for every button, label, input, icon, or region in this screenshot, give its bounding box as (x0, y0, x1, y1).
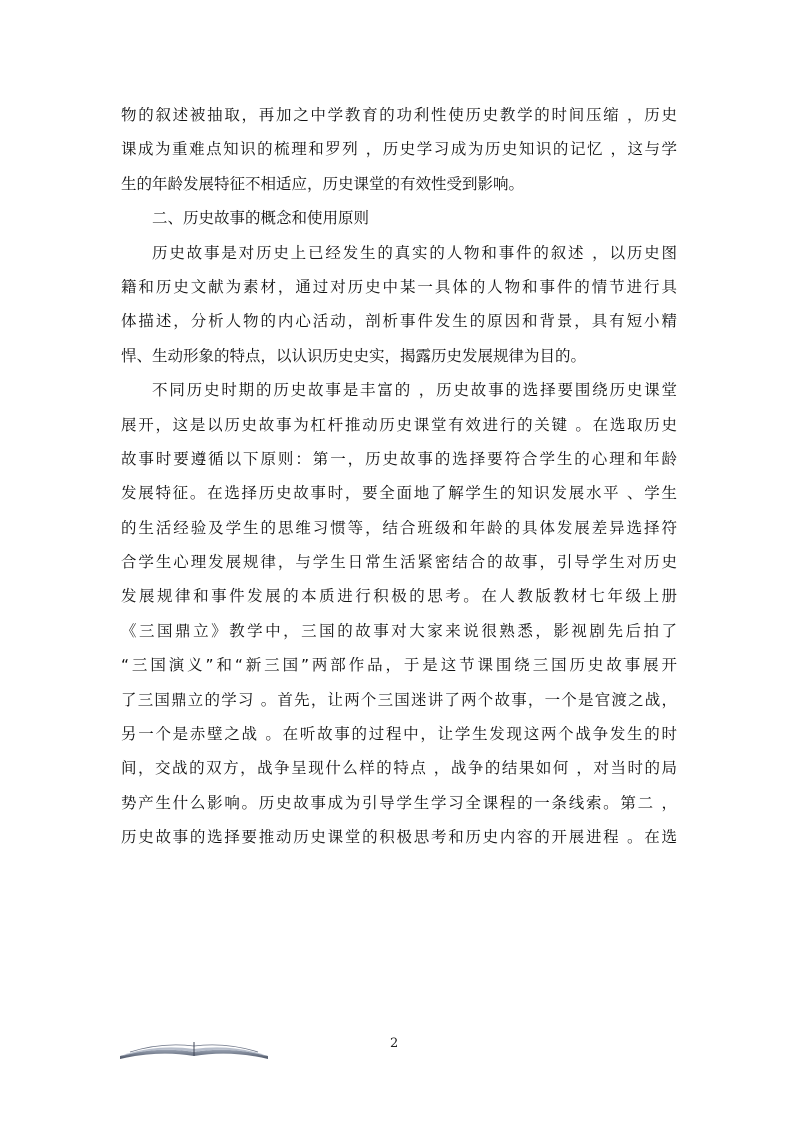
text-line: 势产生什么影响。历史故事成为引导学生学习全课程的一条线索。第二 ， (121, 793, 677, 812)
text-line: 另一个是赤壁之战 。在听故事的过程中，让学生发现这两个战争发生的时 (121, 725, 677, 744)
text-line: 籍和历史文献为素材，通过对历史中某一具体的人物和事件的情节进行具 (121, 277, 677, 296)
document-body (121, 98, 677, 855)
open-book-icon (118, 1036, 270, 1060)
text-line: 体描述，分析人物的内心活动，剖析事件发生的原因和背景，具有短小精 (121, 312, 677, 331)
text-line: 物的叙述被抽取，再加之中学教育的功利性使历史教学的时间压缩 ，历史 (121, 106, 677, 124)
text-line: 发展规律和事件发展的本质进行积极的思考。在人教版教材七年级上册 (121, 587, 677, 606)
text-line: 合学生心理发展规律，与学生日常生活紧密结合的故事，引导学生对历史 (121, 553, 677, 572)
text-line: 悍、生动形象的特点，以认识历史史实，揭露历史发展规律为目的。 (121, 346, 587, 365)
text-line: 故事时要遵循以下原则：第一，历史故事的选择要符合学生的心理和年龄 (121, 449, 677, 468)
text-line: 间，交战的双方，战争呈现什么样的特点 ，战争的结果如何 ，对当时的局 (121, 759, 677, 778)
paragraph-first-line: 历史故事是对历史上已经发生的真实的人物和事件的叙述 ，以历史图 (152, 243, 677, 262)
text-line: 《三国鼎立》教学中，三国的故事对大家来说很熟悉，影视剧先后拍了 (121, 621, 677, 640)
text-line: 了三国鼎立的学习 。首先，让两个三国迷讲了两个故事，一个是官渡之战， (121, 690, 677, 709)
page-number: 2 (390, 1036, 399, 1051)
paragraph-first-line: 二、历史故事的概念和使用原则 (152, 209, 370, 228)
paragraph-first-line: 不同历史时期的历史故事是丰富的 ，历史故事的选择要围绕历史课堂 (152, 381, 677, 400)
text-line: 展开，这是以历史故事为杠杆推动历史课堂有效进行的关键 。在选取历史 (121, 415, 677, 434)
text-line: 的生活经验及学生的思维习惯等，结合班级和年龄的具体发展差异选择符 (121, 518, 677, 537)
text-line: “三国演义”和“新三国”两部作品，于是这节课围绕三国历史故事展开 (121, 656, 677, 675)
text-line: 生的年龄发展特征不相适应，历史课堂的有效性受到影响。 (121, 174, 525, 193)
text-line: 历史故事的选择要推动历史课堂的积极思考和历史内容的开展进程 。在选 (121, 828, 677, 847)
text-line: 发展特征。在选择历史故事时，要全面地了解学生的知识发展水平 、学生 (121, 484, 677, 503)
text-line: 课成为重难点知识的梳理和罗列 ，历史学习成为历史知识的记忆 ，这与学 (121, 140, 677, 159)
